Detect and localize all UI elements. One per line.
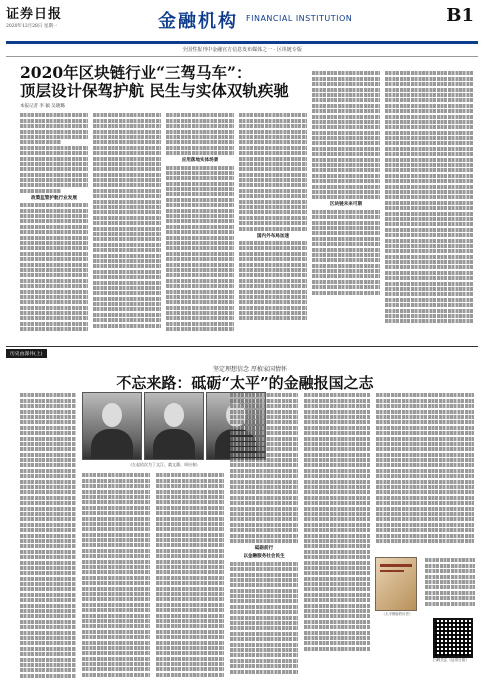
section-divider — [6, 346, 478, 347]
section-subhead: 区块链未来可期 — [329, 202, 363, 208]
feature-column — [304, 392, 370, 692]
feature-column — [156, 472, 224, 692]
masthead-rule — [6, 41, 478, 44]
qr-code-icon — [433, 618, 473, 658]
feature-kicker: 坚定理想信念 厚植家国情怀 — [213, 366, 287, 373]
masthead — [6, 3, 478, 41]
divider — [6, 56, 478, 57]
article-column — [385, 70, 473, 332]
article-column — [312, 70, 380, 332]
section-title: 金融机构 — [158, 11, 238, 32]
section-subhead: 砥砺前行 — [254, 545, 274, 551]
feature-column — [376, 392, 474, 552]
article-column — [93, 112, 161, 332]
article-column — [166, 112, 234, 332]
section-subhead: 以金融服务社会民生 — [243, 554, 285, 560]
section-subhead: 应用落地实体场景 — [181, 158, 219, 164]
book-caption: 《太平保险的历史》 — [381, 612, 413, 616]
article-column — [239, 112, 307, 332]
column-tag: 历史由深井(上) — [6, 349, 47, 358]
section-subhead: 国内外布局加速 — [256, 233, 290, 239]
portrait-photo — [82, 392, 142, 460]
section-title-english: FINANCIAL INSTITUTION — [246, 14, 353, 23]
byline: 本报记者 李 颖 吴晓璐 — [20, 104, 65, 109]
article-column — [20, 112, 88, 332]
headline-line-1: 2020年区块链行业“三驾马车”： — [20, 63, 252, 82]
photo-caption: (左起依次为丁文江、翁文灏、周诒春) — [130, 462, 198, 467]
feature-column — [20, 392, 76, 692]
feature-column — [425, 557, 475, 612]
portrait-photo — [144, 392, 204, 460]
page-number: B1 — [446, 5, 474, 26]
feature-column — [82, 472, 150, 692]
newspaper-brand: 证券日报 — [6, 7, 63, 22]
section-subhead: 政策监管护航行业发展 — [31, 195, 77, 201]
feature-title: 不忘来路：砥砺“太平”的金融报国之志 — [116, 374, 374, 392]
tagline: 全国性报刊中金融官方信息发布媒体之一 · 区块链专版 — [182, 47, 302, 53]
book-cover-image — [375, 557, 417, 611]
dateline: 2020年12月28日 星期一 — [6, 24, 58, 29]
qr-caption: 扫码关注《证券日报》 — [433, 658, 469, 662]
headline-line-2: 顶层设计保驾护航 民生与实体双轨疾驰 — [20, 81, 289, 100]
feature-column — [230, 392, 298, 692]
